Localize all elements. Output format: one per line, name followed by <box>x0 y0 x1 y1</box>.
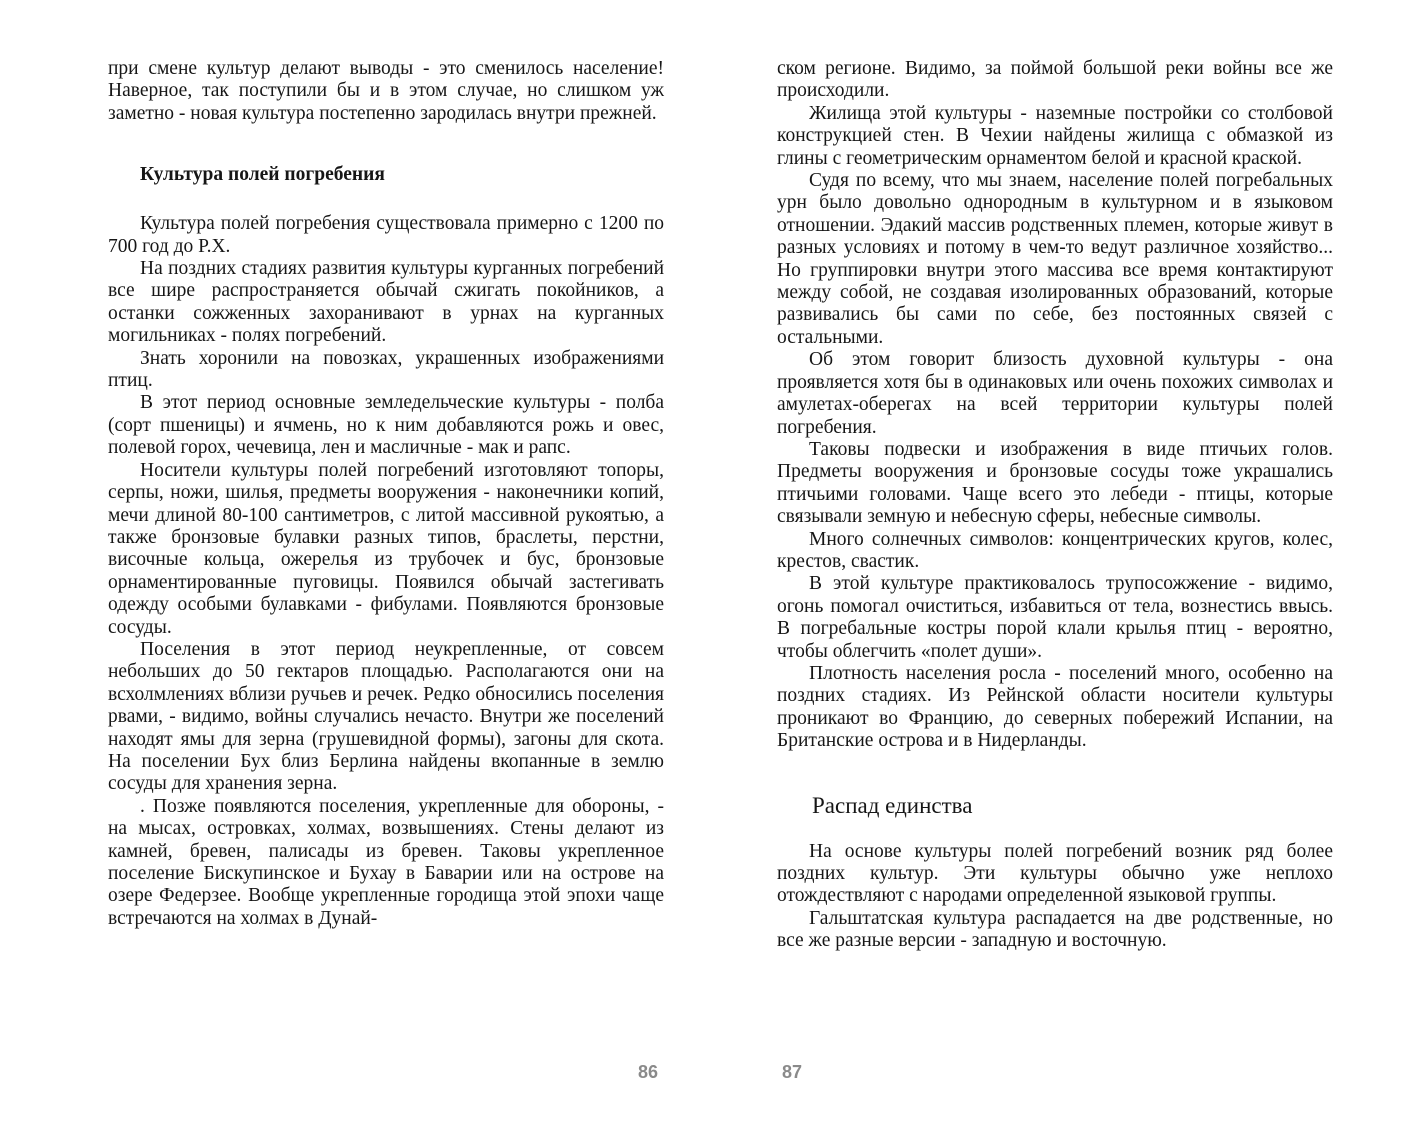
paragraph: Много солнечных символов: концентрических кругов, колес, крестов, свастик. <box>777 528 1333 572</box>
paragraph: На основе культуры полей погребений возник ряд более поздних культур. Эти культуры обычно уже неплохо отождествляют с народами определенной языковой группы. <box>777 840 1333 907</box>
right-page <box>707 0 1414 1129</box>
paragraph: Жилища этой культуры - наземные постройки со столбовой конструкцией стен. В Чехии найдены жилища с обмазкой из глины с геометрическим орнаментом белой и красной краской. <box>777 102 1333 169</box>
paragraph: . Позже появляются поселения, укрепленные для обороны, - на мысах, островках, холмах, возвышениях. Стены делают из камней, бревен, палисады из бревен. Таковы укрепленное поселение Бискупинское и Бухау в Баварии или на острове на озере Федерзее. Вообще укрепленные городища этой эпохи чаще встречаются на холмах в Дунай- <box>108 795 664 929</box>
paragraph: Поселения в этот период неукрепленные, от совсем небольших до 50 гектаров площадью. Располагаются они на всхолмлениях вблизи ручьев и речек. Редко обносились поселения рвами, - видимо, войны случались нечасто. Внутри же поселений находят ямы для зерна (грушевидной формы), загоны для скота. На поселении Бух близ Берлина найдены вкопанные в землю сосуды для хранения зерна. <box>108 638 664 795</box>
paragraph: Носители культуры полей погребений изготовляют топоры, серпы, ножи, шилья, предметы вооружения - наконечники копий, мечи длиной 80-100 сантиметров, с литой массивной рукоятью, а также бронзовые булавки разных типов, браслеты, перстни, височные кольца, ожерелья из трубочек и бус, бронзовые орнаментированные пуговицы. Появился обычай застегивать одежду особыми булавками - фибулами. Появляются бронзовые сосуды. <box>108 459 664 638</box>
paragraph: Гальштатская культура распадается на две родственные, но все же разные версии - западную и восточную. <box>777 907 1333 952</box>
page-number: 86 <box>638 1062 659 1082</box>
left-text-column <box>108 58 664 930</box>
paragraph: На поздних стадиях развития культуры курганных погребений все шире распространяется обычай сжигать покойников, а останки сожженных захоранивают в урнах на курганных могильниках - полях погребений. <box>108 258 664 347</box>
section-heading: Культура полей погребения <box>140 164 385 186</box>
paragraph: Судя по всему, что мы знаем, население полей погребальных урн было довольно однородным в культурном и в языковом отношении. Эдакий массив родственных племен, которые живут в разных условиях и потому в чем-то ведут различное хозяйство... Но группировки внутри этого массива все время контактируют между собой, не создавая изолированных образований, которые развивались бы сами по себе, без постоянных связей с остальными. <box>777 170 1333 348</box>
paragraph: В этот период основные земледельческие культуры - полба (сорт пшеницы) и ячмень, но к ним добавляются рожь и овес, полевой горох, чечевица, лен и масличные - мак и рапс. <box>108 392 664 459</box>
right-text-column <box>777 58 1333 953</box>
page-number: 87 <box>782 1062 803 1082</box>
paragraph: Культура полей погребения существовала примерно с 1200 по 700 год до Р.Х. <box>108 213 664 257</box>
paragraph: Плотность населения росла - поселений много, особенно на поздних стадиях. Из Рейнской области носители культуры проникают во Францию, до северных побережий Испании, на Британские острова и в Нидерланды. <box>777 662 1333 752</box>
paragraph: В этой культуре практиковалось трупосожжение - видимо, огонь помогал очиститься, избавиться от тела, вознестись ввысь. В погребальные костры порой клали крылья птиц - вероятно, чтобы облегчить «полет души». <box>777 573 1333 662</box>
paragraph: Знать хоронили на повозках, украшенных изображениями птиц. <box>108 347 664 392</box>
paragraph: Об этом говорит близость духовной культуры - она проявляется хотя бы в одинаковых или очень похожих символах и амулетах-оберегах на всей территории культуры полей погребения. <box>777 349 1333 438</box>
paragraph: Таковы подвески и изображения в виде птичьих голов. Предметы вооружения и бронзовые сосуды тоже украшались птичьими головами. Чаще всего это лебеди - птицы, которые связывали земную и небесную сферы, небесные символы. <box>777 438 1333 528</box>
section-heading: Распад единства <box>812 792 973 818</box>
intro-paragraph: при смене культур делают выводы - это сменилось население! Наверное, так поступили бы и в этом случае, но слишком уж заметно - новая культура постепенно зародилась внутри прежней. <box>108 58 664 124</box>
continuation-paragraph: ском регионе. Видимо, за поймой большой реки войны все же происходили. <box>777 58 1333 102</box>
